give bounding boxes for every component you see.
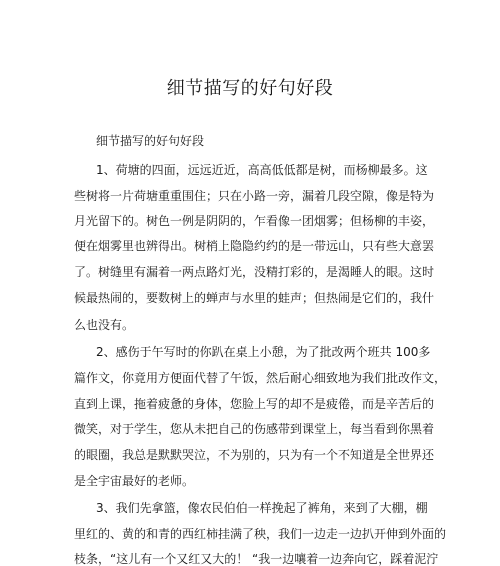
paragraph-line: 便在烟雾里也辨得出。树梢上隐隐约约的是一带远山，只有些大意罢 bbox=[74, 239, 435, 253]
paragraph-line: 么也没有。 bbox=[74, 318, 135, 332]
page-title: 细节描写的好句好段 bbox=[166, 78, 334, 99]
section-subtitle: 细节描写的好句好段 bbox=[96, 134, 205, 148]
paragraph-line: 3、我们先拿篮，像农民伯伯一样挽起了裤角，来到了大棚，棚 bbox=[96, 501, 428, 515]
paragraph-line: 枝条，“这儿有一个又红又大的！ “我一边嚷着一边奔向它，踩着泥泞 bbox=[74, 552, 439, 566]
paragraph-line: 篇作文，你竟用方便面代替了午饭，然后耐心细致地为我们批改作文， bbox=[74, 371, 447, 385]
paragraph-line: 1、荷塘的四面，远远近近，高高低低都是树，而杨柳最多。这 bbox=[96, 163, 428, 177]
paragraph-line: 里红的、黄的和青的西红柿挂满了秧，我们一边走一边扒开伸到外面的 bbox=[74, 527, 447, 541]
paragraph-line: 微笑，对于学生，您从未把自己的伤感带到课堂上，每当看到你黑着 bbox=[74, 422, 435, 436]
paragraph-line: 是全宇宙最好的老师。 bbox=[74, 474, 195, 488]
paragraph-line: 2、感伤于午写时的你趴在桌上小憩，为了批改两个班共 100多 bbox=[96, 345, 431, 359]
paragraph-line: 的眼圈，我总是默默哭泣，不为别的，只为有一个不知道是全世界还 bbox=[74, 448, 435, 462]
paragraph-line: 了。树缝里有漏着一两点路灯光，没精打彩的，是渴睡人的眼。这时 bbox=[74, 265, 435, 279]
paragraph-line: 些树将一片荷塘重重围住；只在小路一旁，漏着几段空隙，像是特为 bbox=[74, 189, 435, 203]
paragraph-line: 月光留下的。树色一例是阴阴的，乍看像一团烟雾；但杨柳的丰姿， bbox=[74, 214, 435, 228]
paragraph-line: 直到上课，拖着疲惫的身体，您脸上写的却不是疲倦，而是辛苦后的 bbox=[74, 397, 435, 411]
paragraph-line: 候最热闹的，要数树上的蝉声与水里的蛙声；但热闹是它们的，我什 bbox=[74, 291, 435, 305]
